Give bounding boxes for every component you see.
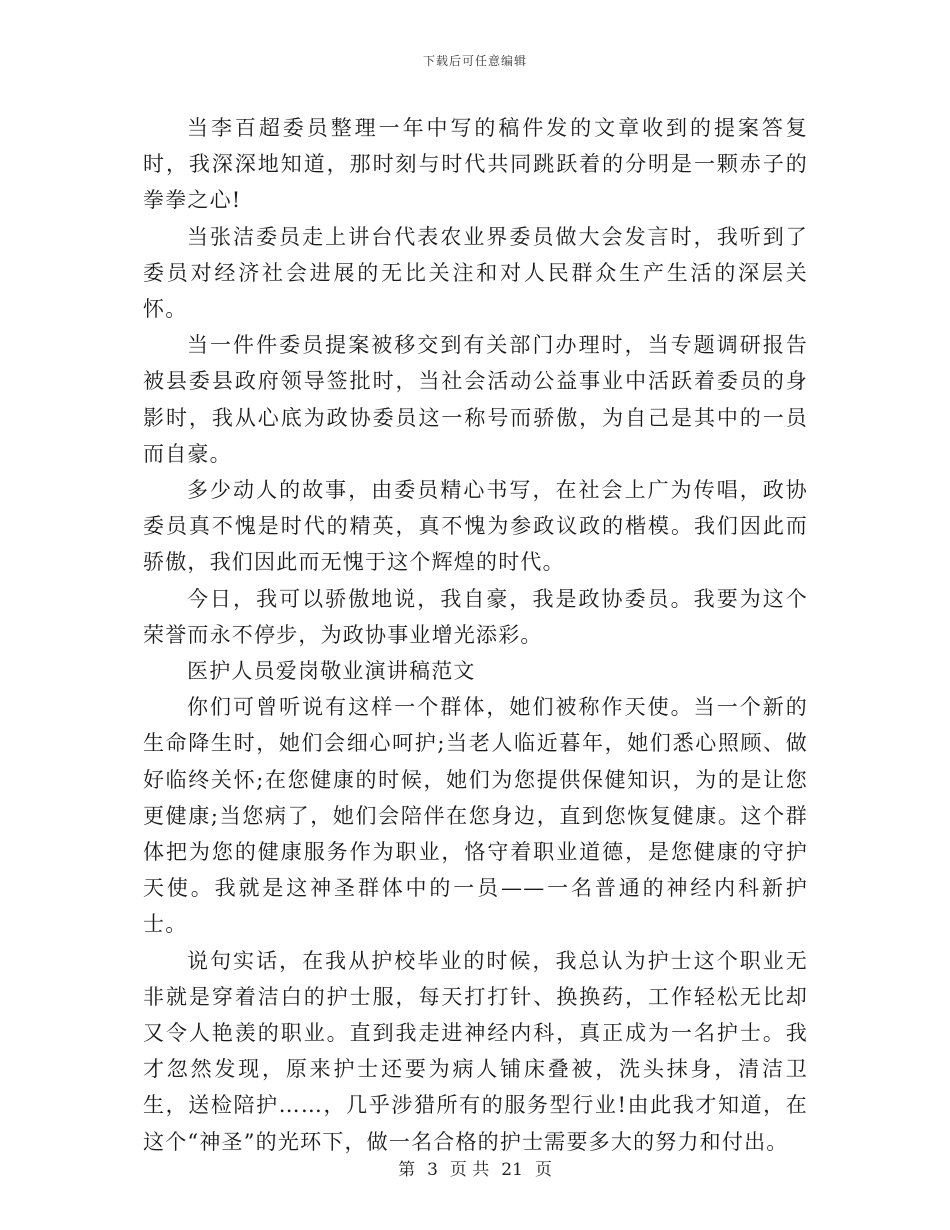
section-title: 医护人员爱岗敬业演讲稿范文: [187, 659, 476, 684]
page-footer: [0, 1155, 950, 1180]
paragraph: 今日，我可以骄傲地说，我自豪，我是政协委员。我要为这个荣誉而永不停步，为政协事业增光添彩。: [143, 586, 808, 647]
footer-prefix: 第: [398, 1160, 416, 1180]
paragraph: 当李百超委员整理一年中写的稿件发的文章收到的提案答复时，我深深地知道，那时刻与时代共同跳跃着的分明是一颗赤子的拳拳之心!: [143, 116, 808, 213]
footer-middle: 页 共: [449, 1160, 490, 1180]
page-number: 3: [427, 1160, 438, 1180]
document-body: [143, 110, 808, 1160]
total-pages: 21: [501, 1160, 523, 1180]
paragraph: 当张洁委员走上讲台代表农业界委员做大会发言时，我听到了委员对经济社会进展的无比关注和对人民群众生产生活的深层关怀。: [143, 224, 808, 322]
paragraph: 你们可曾听说有这样一个群体，她们被称作天使。当一个新的生命降生时，她们会细心呵护;当老人临近暮年，她们悉心照顾、做好临终关怀;在您健康的时候，她们为您提供保健知识，为的是让您更健康;当您病了，她们会陪伴在您身边，直到您恢复健康。这个群体把为您的健康服务作为职业，恪守着职业道德，是您健康的守护天使。我就是这神圣群体中的一员——一名普通的神经内科新护士。: [143, 695, 808, 937]
paragraph: 多少动人的故事，由委员精心书写，在社会上广为传唱，政协委员真不愧是时代的精英，真不愧为参政议政的楷模。我们因此而骄傲，我们因此而无愧于这个辉煌的时代。: [143, 478, 808, 575]
paragraph: 说句实话，在我从护校毕业的时候，我总认为护士这个职业无非就是穿着洁白的护士服，每天打打针、换换药，工作轻松无比却又令人艳羡的职业。直到我走进神经内科，真正成为一名护士。我才忽然发现，原来护士还要为病人铺床叠被，洗头抹身，清洁卫生，送检陪护……，几乎涉猎所有的服务型行业!由此我才知道，在这个“神圣”的光环下，做一名合格的护士需要多大的努力和付出。: [143, 948, 808, 1154]
paragraph: 当一件件委员提案被移交到有关部门办理时，当专题调研报告被县委县政府领导签批时，当社会活动公益事业中活跃着委员的身影时，我从心底为政协委员这一称号而骄傲，为自己是其中的一员而自豪。: [143, 333, 808, 466]
page-header: 下载后可任意编辑: [422, 54, 527, 68]
footer-suffix: 页: [534, 1160, 552, 1180]
